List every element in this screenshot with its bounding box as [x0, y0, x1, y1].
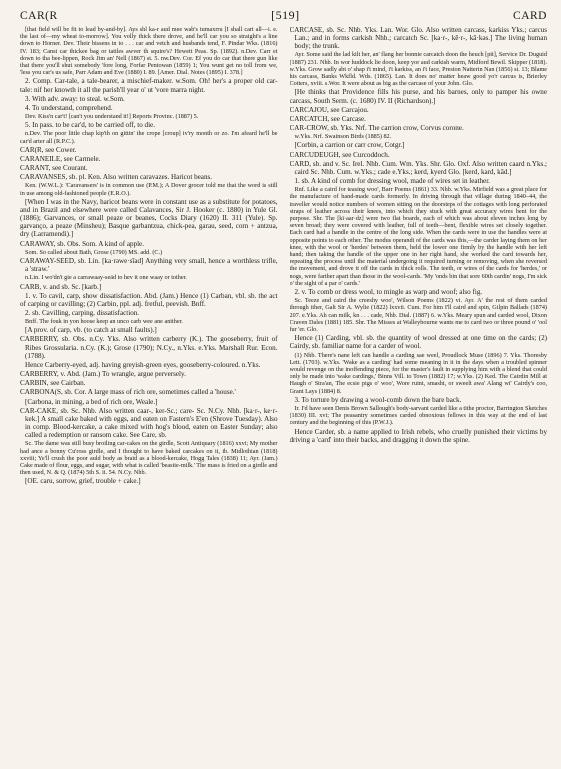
entry-paragraph: Hence Carder, sb. a name applied to Irish rebels, who cruelly punished their victims by driving a 'card' into their backs, and dragging it down the spine.	[289, 427, 547, 444]
entry-paragraph: 1. sb. A kind of comb for dressing wool, made of wires set in leather.	[294, 177, 490, 186]
entry-paragraph: [A prov. of carp, vb. (to catch at small faults).]	[25, 326, 157, 335]
dictionary-entry: CARAWAY, sb. Obs. Som. A kind of apple.	[20, 239, 144, 248]
entry-paragraph: 2. v. To comb or dress wool, to mingle as warp and woof; also fig.	[294, 288, 483, 297]
entry-paragraph: 4. To understand, comprehend.	[25, 103, 113, 112]
dictionary-entry: CAR-CAKE, sb. Sc. Nhb. Also written caar-, ker-Sc.; care- Sc. N.Cy. Nhb. [ka·r-, ke·r-kek.] A small cake baked with eggs, and eaten on Fastern's E'en (Shrove Tuesday). Also in comp. Blood-kercake, a cake mixed with hog's blood, eaten on Easter Sunday; also called a redemption or ransom cake. See Care, sb.	[20, 406, 278, 440]
entry-paragraph: 1. v. To cavil, carp, show dissatisfaction. Abd. (Jam.) Hence (1) Carban, vbl. sb. the act of carping or cavilling; (2) Carbin, ppl. adj. fretful, peevish. Bnff.	[20, 291, 278, 308]
dictionary-entry: CARCATCH, see Carcase.	[289, 114, 366, 123]
dictionary-entry: CARBIN, see Cairban.	[20, 379, 86, 388]
citation-text: w.Yks. Nrf. Swainson Birds (1885) 82.	[294, 133, 392, 141]
citation-text: [that field will be fit to lead by-and-by]. Ays shl ka-r aud mee wab's tumaxrru [I shall cart all—i. e. the last of—my wheat to-morrow]. You volly thick there drove, and he'll car you so straight's a line down to Horner. Dev. Their bissens in to . . . car and vetch and husbands tend, F. Pindar Wks. (1816) IV. 183; Canst car thickee bag or tattles awver th squire's? Hewett Peas. Sp. (1892). n.Dev. Carr et down to tha bee-lippen, Rock Jim an' Nell (1867) st. 5. nw.Dev. Cor. Ef you do car that there gun like that there you'll shut somebody 'fore long, Forfar Pentowan (1859) 1; You wunt get no toll from we, 'less you car's us safe, Parr Adam and Eve (1880) I. 89. [Amer. Dial. Notes (1895) I. 378.]	[20, 26, 278, 77]
citation-text: n.Dev. The poor little chap kip'th on gittin' the crope [croup] iv'ry month or zo. I'm afeard he'll be car'd arter all (R.P.C.).	[20, 130, 278, 145]
entry-paragraph: [OE. caru, sorrow, grief, trouble + cake.]	[25, 477, 141, 486]
citation-text: (1) Nhb. There's nane left can handle a carding sae weel, Proudlock Muse (1896) 7. Yks. Thoresby Lett. (1703). w.Yks. 'Wake as a carding' had some meaning in it in the days when a troubled spinner would revenge on the inoffending piece, for the master's fault in supplying him with a blend that could only be made into 'wake cardings,' Binns Vill. to Town (1882) 17; w.Yks. (2) Ked. The Cairdin Mill at Haugh o' Stra'an, The ecsie pigs o' woo', Wore ruint, smasht, or sweelt awa' Alang wi' Cairdy's coo, Grant Lays (1884) 8.	[289, 351, 547, 395]
citation-text: Sc. The dame was still busy broiling car-cakes on the girdle, Scott Antiquary (1816) xxvi; My mother had ance a bonny Cu'ross girdle, and I thought to have baked carcakes on it, ib. Midlothian (1818) xxviii; Ye'll crush the poor auld body as braid as a blood-kercake, Hogg Tales (1838) 11; Ayr. (Jam.) Cake made of flour, eggs, and sugar, with what is called 'beastie-milk.' The mass is fried on a girdle and then used, N. & Q. (1874) 5th S. ii. 54. N.Cy. Nhb.	[20, 440, 278, 477]
citation-text: Sc. Teeze and caird the creeshy woo', Wilson Poems (1822) vi. Ayr. A' the rest of them carded through ither, Galt Sir A. Wylie (1822) lxxvii. Cum. For him I'll caird and spin, Gilpin Ballads (1874) 207. e.Yks. Ah can milk, kn . . . cade, Nhb. Dial. (1887) 6. w.Yks. Meary spun and carded wool, Dixon Craven Dales (1881) 185. Shr. The Misses at Walleybourne wants me to card two or three pound o' 'ool fur 'er. Glo.	[289, 297, 547, 334]
running-header	[20, 8, 547, 24]
right-column	[290, 26, 548, 761]
dictionary-entry: CARCASE, sb. Sc. Nhb. Yks. Lan. Wor. Glo. Also written carcass, karkiss Yks.; carcus Lan.; and in forms carkish Nhb.; carcatch Sc. [ka·r-, kē·r-, kā·kəs.] The living human body; the trunk.	[289, 26, 547, 51]
dictionary-entry: CARANT, see Courant.	[20, 164, 88, 173]
header-right-guideword: CARD	[513, 10, 547, 22]
entry-paragraph: Hence (1) Carding, vbl. sb. the quantity of wool dressed at one time on the cards; (2) Cairdy, sb. familiar name for a carder of wool.	[289, 334, 547, 351]
dictionary-entry: CAR-CROW, sb. Yks. Nrf. The carrion crow, Corvus corone.	[289, 124, 464, 133]
text-columns	[20, 26, 547, 761]
dictionary-entry: CARCUDEUGH, see Curcoddoch.	[289, 150, 390, 159]
dictionary-entry: CARBERRY, v. Abd. (Jam.) To wrangle, argue perversely.	[20, 370, 186, 379]
entry-paragraph: 3. To torture by drawing a wool-comb down the bare back.	[294, 395, 462, 404]
dictionary-entry: CARAVANSES, sb. pl. Ken. Also written caravazes. Haricot beans.	[20, 173, 213, 182]
entry-paragraph: 3. With adv. away: to steal. w.Som.	[25, 94, 125, 103]
left-column	[20, 26, 278, 761]
entry-paragraph: [Carbona, in mining, a bed of rich ore, Weale.]	[25, 397, 158, 406]
citation-text: Ayr. Some said the lad kilt her, an' flang her bonnie carcatch doon the heuch [pit], Service Dr. Duguid (1887) 231. Nhb. In wor huddock lie doon, keep yor aud carkish warm, Midford Bewil. Skipper (1818). w.Yks. Grow sadly abt o' shap i't mind, i't karkiss, an i't face, Preston Natterin Nan (1856) st. 13; Blame his carcass, Banks Wkfld. Wds. (1865). Lan. It does no' matter heaw good yo'r carcus is, Brierley Cotters, xviii. s.Wor. It were about as big as the carcase of your John. Glo.	[289, 51, 547, 88]
entry-paragraph: [Corbin, a carrion or carr crow, Cotgr.]	[294, 141, 405, 150]
entry-paragraph: Hence Carberry-eyed, adj. having greyish-green eyes, gooseberry-coloured. n.Yks.	[25, 360, 261, 369]
dictionary-entry: CARBONA(S, sb. Cor. A large mass of rich ore, sometimes called a 'house.'	[20, 388, 236, 397]
dictionary-entry: CARBERRY, sb. Obs. n.Cy. Yks. Also written carberry (K.). The gooseberry, fruit of Ribes Grossularia. n.Cy. (K.); Grose (1790); N.Cy., n.Yks. e.Yks. Marshall Rur. Econ. (1788).	[20, 335, 278, 360]
dictionary-entry: CARD, sb. and v. Sc. Irel. Nhb. Cum. Wm. Yks. Shr. Glo. Oxf. Also written caard n.Yks.; caird Sc. Nhb. Cum. w.Yks.; cade e.Yks.; kerd, kyerd Glo. [kerd, kard, kād.]	[289, 159, 547, 176]
entry-paragraph: 2. sb. Cavilling, carping, dissatisfaction.	[25, 308, 140, 317]
dictionary-entry: CARANEILE, see Carmele.	[20, 154, 101, 163]
citation-text: Rnf. Like a caird for teasing woo', Barr Poems (1861) 33. Nhb. w.Yks. Mirfield was a great place for the manufacture of hand-made cards formerly. In driving through that village during 1840–44, the traveller would notice numbers of women sitting on the doorsteps of the cottages with long perforated straps of leather across their knees, into which they stuck with great accuracy wires bent for the purpose. Shr. The [kī·aar·dz] were two flat boards, each of which was about eleven inches long by seven broad; they were covered with leather, full of teeth—bent, flexible wires set closely together. Each card had a handle in the centre of the long side. When the cards were in use the handles were at opposite points to each other. The modus operandi of the cards was this,—the carder laying them on her knee, with the wool or 'herdes' between them, held the lower one firmly by the handle with her left hand; then taking the handle of the upper one in her right hand, she worked the card towards her, repeating the process until the material undergoing it required turning or removing, when she reversed the movement, and drove it off the cards in thick rolls. The teeth, or wires of the cards for 'herdes,' or nogs, were farther apart than those in the wool-cards. 'My 'onds bin that sore 60th cardin' nogs, I'm sick o' the sight of a par o' cards.'	[289, 186, 547, 287]
citation-text: Ir. I'd have seen Denis Brown Sallough's body-sarvant carded like a tithe proctor, Barrington Sketches (1830) III. xvi; The peasantry sometimes carded obnoxious fellows in this way at the end of last century and the beginning of this (P.W.J.).	[289, 404, 547, 427]
entry-paragraph: 2. Comp. Car-tale, a tale-bearer, a mischief-maker. w.Som. Oh! her's a proper old car-tale: nif her knowth it all the parish'll year o' ut 'vore marra night.	[20, 77, 278, 94]
citation-text: Ken. (W.W.L.): 'Caravansers' is in common use (P.M.); A Dover grocer told me that the word is still in use among old-fashioned people (E.R.O.).	[20, 182, 278, 197]
dictionary-entry: CAR(R, see Cower.	[20, 145, 77, 154]
entry-paragraph: [He thinks that Providence fills his purse, and his barnes, only to pamper his owne carcass, South Serm. (c. 1680) IV. II (Richardson).]	[289, 88, 547, 105]
entry-paragraph: [When I was in the Navy, haricot beans were in constant use as a substitute for potatoes, and in Brazil and elsewhere were called Calavances, Sir J. Hooker (c. 1880) in Yule Gl. (1886); Garvances, or small peaze or beanes, Cocks Diary (1620) II. 311 (Yule). Sp. garvanço, a peaze (Minsheu); Basque garbantzua, chick-pea, garau, seed, corn + antzua, dry (Larramendi).]	[20, 197, 278, 239]
citation-text: Bnff. The fouk in yon hoose keep an unco carb wee ane anither.	[25, 318, 183, 326]
page-number: [519]	[271, 8, 300, 22]
header-left-guideword: CAR(R	[20, 10, 58, 22]
citation-text: Dev. Kiss'n car't! [can't you understand it!] Reports Provinc. (1887) 5.	[25, 113, 199, 121]
dictionary-entry: CARB, v. and sb. Sc. [karb.]	[20, 282, 102, 291]
entry-paragraph: 5. In pass. to be car'd, to be carried off, to die.	[25, 121, 155, 130]
citation-text: n.Lin. I wo'dn't gie a carrawaay-seäd to hev it one waay or tother.	[25, 274, 187, 282]
dictionary-entry: CARCAJOU, see Carcajou.	[289, 105, 369, 114]
dictionary-entry: CARAWAY-SEED, sb. Lin. [ka·rəwe·sīad] Anything very small, hence a worthless trifle, a 'straw.'	[20, 256, 278, 274]
citation-text: Som. So called about Bath, Grose (1790) MS. add. (C.)	[25, 248, 163, 256]
